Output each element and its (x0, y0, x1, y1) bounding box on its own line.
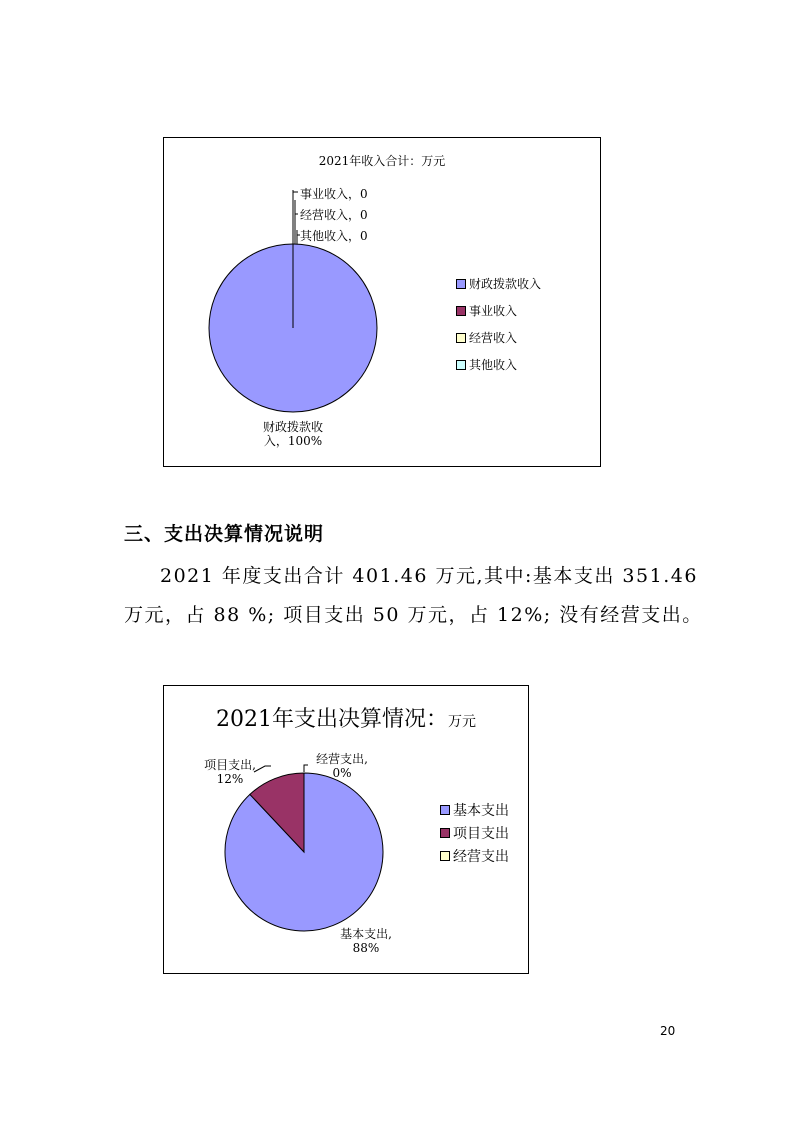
body-paragraph-line-2: 万元，占 88 %; 项目支出 50 万元，占 12%; 没有经营支出。 (124, 604, 703, 626)
legend-swatch-project (440, 828, 450, 838)
expense-pie-chart (163, 685, 529, 974)
slice-label-basic-line2: 88% (352, 941, 380, 956)
slice-label-fiscal-line1: 财政拨款收 (262, 420, 323, 434)
legend-label-basic: 基本支出 (453, 802, 509, 819)
legend-label-other: 其他收入 (469, 358, 518, 372)
legend-item-business (456, 297, 541, 324)
legend-swatch-other (456, 360, 466, 370)
expense-legend (440, 798, 509, 867)
legend-item-operating (456, 324, 541, 351)
income-chart-title: 2021年收入合计：万元 (318, 154, 446, 168)
slice-label-project-line2: 12% (216, 772, 244, 787)
legend-swatch-business (456, 306, 466, 316)
slice-label-fiscal (250, 420, 336, 449)
slice-label-basic (334, 927, 398, 956)
slice-label-operating-expense (310, 752, 374, 781)
slice-label-project (200, 758, 260, 787)
leader-line-operating-expense (304, 765, 308, 772)
legend-item-operating-expense (440, 844, 509, 867)
legend-item-other (456, 351, 541, 378)
legend-label-project: 项目支出 (453, 825, 509, 842)
legend-label-business: 事业收入 (469, 304, 518, 318)
legend-item-basic (440, 798, 509, 821)
slice-label-other: 其他收入，0 (300, 229, 368, 243)
body-paragraph-line-1: 2021 年度支出合计 401.46 万元,其中:基本支出 351.46 (160, 565, 698, 587)
slice-label-operating: 经营收入，0 (300, 208, 368, 222)
legend-item-project (440, 821, 509, 844)
legend-swatch-operating (456, 333, 466, 343)
section-heading: 三、支出决算情况说明 (124, 523, 325, 545)
page-number: 20 (660, 1024, 676, 1038)
legend-swatch-operating-expense (440, 851, 450, 861)
income-pie-chart (163, 137, 601, 467)
expense-chart-title-main: 2021年支出决算情况： (216, 707, 448, 732)
slice-label-operating-expense-line1: 经营支出, (316, 752, 368, 766)
expense-chart-title-unit: 万元 (448, 714, 476, 730)
slice-label-basic-line1: 基本支出, (340, 927, 392, 941)
legend-swatch-basic (440, 805, 450, 815)
legend-label-fiscal: 财政拨款收入 (469, 277, 542, 291)
slice-label-operating-expense-line2: 0% (332, 766, 352, 781)
legend-label-operating-expense: 经营支出 (453, 848, 509, 865)
slice-label-fiscal-line2: 入，100% (263, 434, 323, 449)
slice-label-business: 事业收入，0 (300, 187, 368, 201)
income-legend (456, 270, 541, 378)
slice-label-project-line1: 项目支出, (204, 758, 256, 772)
legend-label-operating: 经营收入 (469, 331, 518, 345)
legend-swatch-fiscal (456, 279, 466, 289)
legend-item-fiscal (456, 270, 541, 297)
